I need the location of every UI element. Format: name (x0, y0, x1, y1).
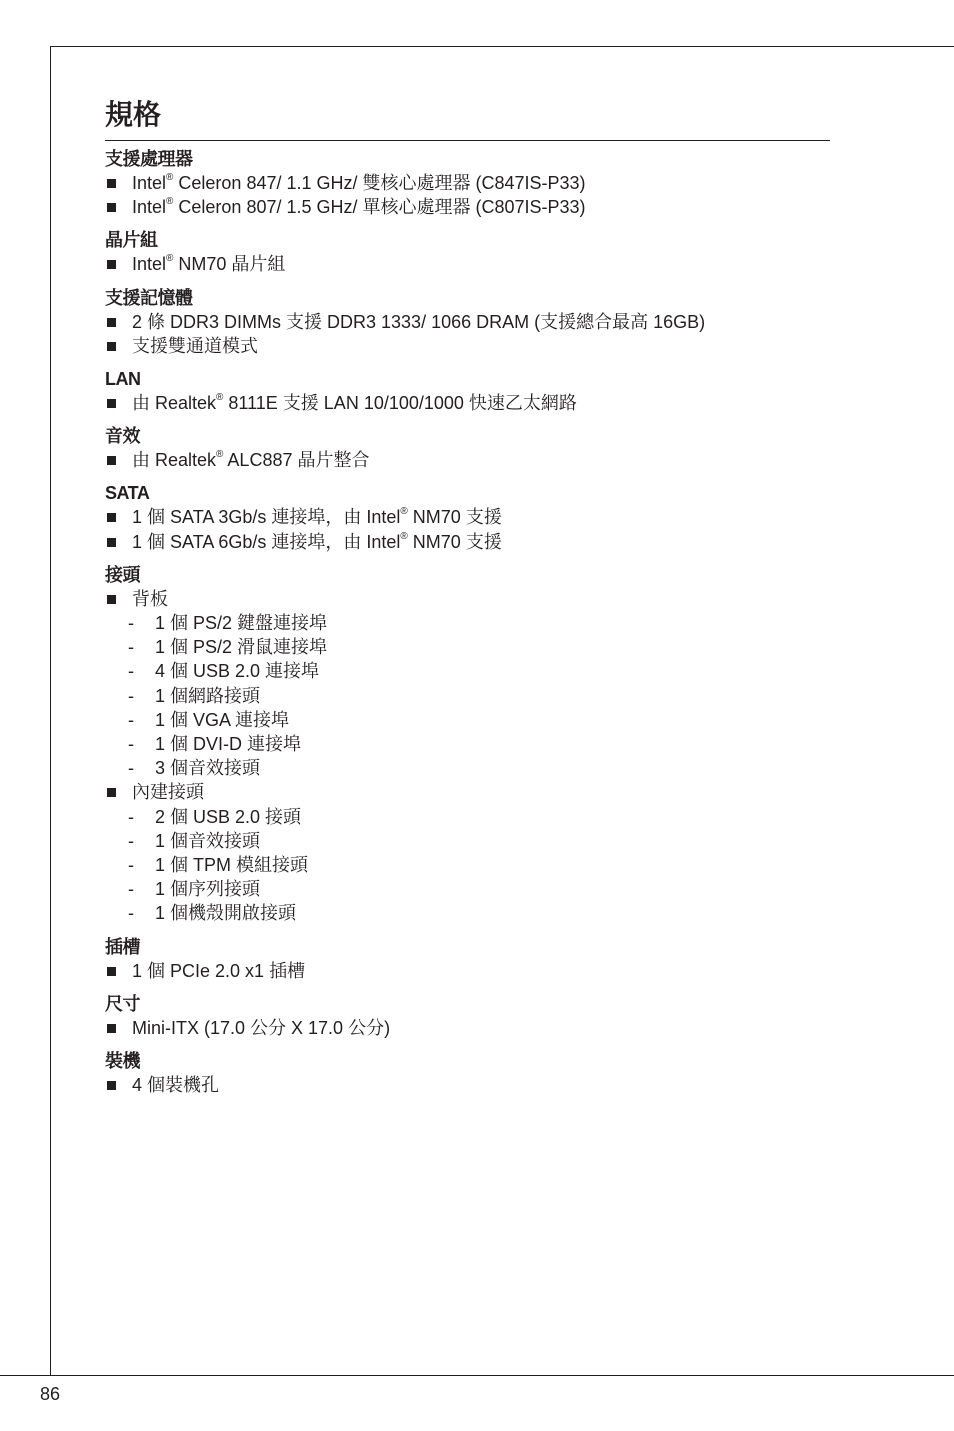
spec-item-text: 內建接頭 (132, 782, 204, 803)
spec-item (105, 1073, 830, 1097)
spec-section (105, 367, 830, 415)
frame-bottom-border (0, 1375, 954, 1376)
spec-item-text-rest: Celeron 807/ 1.5 GHz/ 單核心處理器 (C807IS-P33) (173, 197, 586, 218)
spec-item (105, 505, 830, 529)
spec-sub-item-text: 1 個網路接頭 (155, 685, 261, 706)
registered-mark: ® (166, 172, 174, 183)
section-title: 音效 (105, 426, 140, 447)
square-bullet-icon (107, 788, 116, 797)
dash-marker: - (128, 734, 134, 755)
spec-content (105, 143, 830, 1097)
spec-section (105, 1049, 830, 1097)
spec-sub-item-text: 1 個 DVI-D 連接埠 (155, 734, 302, 755)
spec-sub-item (105, 853, 830, 877)
spec-item-text: 4 個裝機孔 (132, 1075, 220, 1096)
section-title: 尺寸 (105, 993, 140, 1014)
spec-item-text: Mini-ITX (17.0 公分 X 17.0 公分) (132, 1017, 391, 1038)
registered-mark: ® (216, 449, 224, 461)
square-bullet-icon (107, 399, 116, 408)
spec-sub-item (105, 708, 830, 732)
page-title: 規格 (105, 99, 162, 130)
spec-item-text: 支援雙通道模式 (132, 335, 258, 356)
spec-section (105, 147, 830, 219)
spec-section (105, 228, 830, 276)
spec-item (105, 171, 830, 195)
spec-sub-item (105, 684, 830, 708)
title-rule (105, 140, 830, 141)
spec-item (105, 195, 830, 219)
section-title: 插槽 (105, 936, 140, 957)
spec-item-text-rest: ALC887 晶片整合 (223, 450, 370, 471)
spec-section (105, 992, 830, 1040)
spec-sub-item-text: 1 個機殼開啟接頭 (155, 903, 297, 924)
section-title: 支援處理器 (105, 149, 193, 169)
spec-sub-item-text: 1 個序列接頭 (155, 879, 261, 900)
square-bullet-icon (107, 967, 116, 976)
spec-section (105, 563, 830, 926)
spec-item (105, 448, 830, 472)
spec-sub-item-text: 1 個音效接頭 (155, 830, 261, 851)
spec-sub-item (105, 877, 830, 901)
spec-sub-item-text: 4 個 USB 2.0 連接埠 (155, 661, 320, 682)
square-bullet-icon (107, 1024, 116, 1033)
spec-item-text: 1 個 SATA 6Gb/s 連接埠，由 Intel (132, 531, 401, 552)
page-number: 86 (40, 1384, 61, 1404)
spec-section (105, 481, 830, 553)
spec-sub-item-text: 1 個 PS/2 滑鼠連接埠 (155, 637, 328, 658)
spec-item (105, 334, 830, 358)
registered-mark: ® (400, 506, 408, 518)
dash-marker: - (128, 685, 134, 706)
spec-item (105, 252, 830, 276)
section-title: 晶片組 (105, 230, 158, 251)
spec-item (105, 391, 830, 415)
spec-sub-item (105, 901, 830, 925)
square-bullet-icon (107, 342, 116, 351)
spec-item-text: 1 個 PCIe 2.0 x1 插槽 (132, 960, 306, 981)
square-bullet-icon (107, 1081, 116, 1090)
spec-sub-item (105, 805, 830, 829)
spec-item-text-rest: NM70 晶片組 (173, 254, 286, 275)
spec-item-text: 由 Realtek (132, 393, 217, 414)
spec-sub-item-text: 2 個 USB 2.0 接頭 (155, 806, 302, 827)
square-bullet-icon (107, 260, 116, 269)
spec-item (105, 959, 830, 983)
spec-sub-item-text: 3 個音效接頭 (155, 758, 261, 779)
square-bullet-icon (107, 203, 116, 212)
registered-mark: ® (216, 392, 224, 404)
spec-item-text: 背板 (132, 588, 168, 609)
registered-mark: ® (166, 196, 174, 208)
spec-item-text-rest: NM70 支援 (407, 531, 502, 552)
section-title: LAN (105, 369, 141, 390)
dash-marker: - (128, 903, 134, 924)
spec-item-text: Intel (132, 254, 167, 275)
spec-sub-item (105, 732, 830, 756)
spec-section (105, 424, 830, 472)
spec-item (105, 310, 830, 334)
dash-marker: - (128, 709, 134, 730)
dash-marker: - (128, 758, 134, 779)
spec-sub-item (105, 659, 830, 683)
spec-sub-item (105, 611, 830, 635)
spec-sub-item (105, 829, 830, 853)
dash-marker: - (128, 661, 134, 682)
square-bullet-icon (107, 513, 116, 522)
spec-sub-item-text: 1 個 VGA 連接埠 (155, 709, 290, 730)
spec-item (105, 587, 830, 611)
spec-section (105, 935, 830, 983)
registered-mark: ® (166, 253, 174, 265)
spec-sub-item (105, 635, 830, 659)
dash-marker: - (128, 613, 134, 634)
spec-item-text: 2 條 DDR3 DIMMs 支援 DDR3 1333/ 1066 DRAM (支援總合最高 16GB) (132, 311, 706, 332)
frame-top-border (50, 46, 954, 47)
square-bullet-icon (107, 318, 116, 327)
spec-section (105, 286, 830, 358)
frame-left-border (50, 46, 51, 1375)
spec-sub-item (105, 756, 830, 780)
spec-item (105, 780, 830, 804)
spec-item-text: Intel (132, 173, 167, 193)
dash-marker: - (128, 637, 134, 658)
spec-item-text-rest: 8111E 支援 LAN 10/100/1000 快速乙太網路 (223, 393, 577, 414)
dash-marker: - (128, 879, 134, 900)
square-bullet-icon (107, 538, 116, 547)
spec-item-text: 1 個 SATA 3Gb/s 連接埠，由 Intel (132, 507, 401, 528)
spec-item-text-rest: Celeron 847/ 1.1 GHz/ 雙核心處理器 (C847IS-P33) (173, 173, 586, 193)
section-title: 支援記憶體 (105, 287, 193, 308)
spec-item-text: Intel (132, 197, 167, 218)
dash-marker: - (128, 830, 134, 851)
square-bullet-icon (107, 179, 116, 188)
spec-item (105, 530, 830, 554)
spec-item-text: 由 Realtek (132, 450, 217, 471)
dash-marker: - (128, 855, 134, 876)
dash-marker: - (128, 806, 134, 827)
spec-item-text-rest: NM70 支援 (407, 507, 502, 528)
registered-mark: ® (400, 530, 408, 542)
spec-sub-item-text: 1 個 TPM 模組接頭 (155, 855, 309, 876)
square-bullet-icon (107, 595, 116, 604)
section-title: 裝機 (105, 1051, 140, 1072)
spec-item (105, 1016, 830, 1040)
square-bullet-icon (107, 456, 116, 465)
section-title: 接頭 (105, 564, 140, 585)
section-title: SATA (105, 483, 150, 504)
spec-sub-item-text: 1 個 PS/2 鍵盤連接埠 (155, 613, 328, 634)
